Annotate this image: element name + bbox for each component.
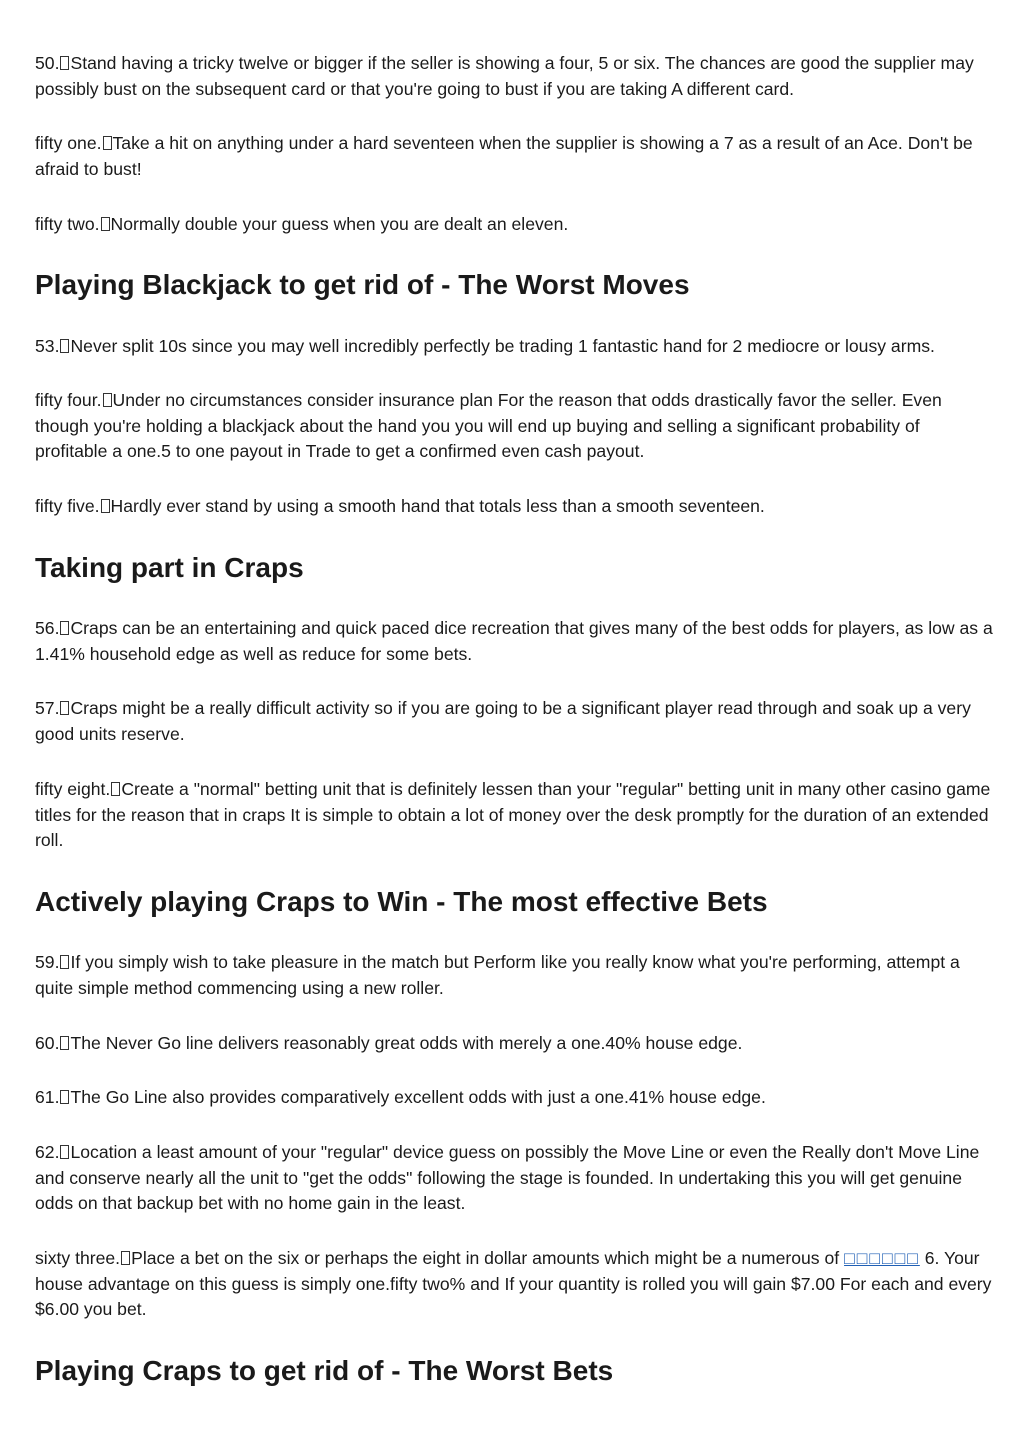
missing-glyph-icon	[121, 1251, 130, 1265]
item-number: fifty five.	[35, 496, 100, 516]
item-text: a least amount of your "regular" device guess on possibly the Move Line or even the Really don't Move Line and conserve nearly all the unit to "get the odds" following the stage is founded. In undertaking this you will get genuine odds on that backup bet with no home gain in the least.	[35, 1142, 980, 1214]
missing-glyph-icon	[60, 621, 69, 635]
paragraph-58	[35, 777, 995, 854]
item-number: sixty three.	[35, 1248, 121, 1268]
paragraph-55	[35, 494, 995, 520]
item-text: Go Line also provides comparatively excellent odds with just a one.41% house edge.	[105, 1087, 766, 1107]
item-number: 61.	[35, 1087, 60, 1107]
item-lead: The	[70, 1087, 101, 1107]
item-number: 59.	[35, 952, 60, 972]
inline-link[interactable]: □□□□□□	[844, 1248, 920, 1268]
paragraph-60	[35, 1031, 995, 1057]
item-number: fifty two.	[35, 214, 100, 234]
item-number: 50.	[35, 53, 60, 73]
item-number: 60.	[35, 1033, 60, 1053]
item-text: a "normal" betting unit that is definitely lessen than your "regular" betting unit in many other casino game titles for the reason that in craps It is simple to obtain a lot of money over the desk promptly for the duration of an extended roll.	[35, 779, 991, 851]
section-heading-blackjack-worst: Playing Blackjack to get rid of - The Worst Moves	[35, 269, 690, 300]
missing-glyph-icon	[60, 56, 69, 70]
missing-glyph-icon	[60, 339, 69, 353]
paragraph-62	[35, 1140, 995, 1217]
item-text: a bet on the six or perhaps the eight in dollar amounts which might be a numerous of	[179, 1248, 840, 1268]
item-text: double your guess when you are dealt an eleven.	[184, 214, 569, 234]
item-lead: Craps	[70, 698, 118, 718]
paragraph-50	[35, 51, 995, 102]
item-lead: Take	[112, 133, 150, 153]
missing-glyph-icon	[103, 393, 112, 407]
item-number: fifty one.	[35, 133, 102, 153]
paragraph-56	[35, 616, 995, 667]
item-lead: Place	[131, 1248, 176, 1268]
item-number: 62.	[35, 1142, 60, 1162]
item-number: 53.	[35, 336, 60, 356]
item-text: having a tricky twelve or bigger if the seller is showing a four, 5 or six. The chances are good the supplier may possibly bust on the subsequent card or that you're going to bust if you are taking A different card.	[35, 53, 974, 99]
item-lead: Location	[70, 1142, 137, 1162]
paragraph-57	[35, 696, 995, 747]
paragraph-53	[35, 334, 995, 360]
item-lead: If	[70, 952, 81, 972]
paragraph-59	[35, 950, 995, 1001]
item-text: a hit on anything under a hard seventeen when the supplier is showing a 7 as a result of an Ace. Don't be afraid to bust!	[35, 133, 973, 179]
item-text: Never Go line delivers reasonably great odds with merely a one.40% house edge.	[105, 1033, 743, 1053]
item-lead: Hardly	[110, 496, 162, 516]
missing-glyph-icon	[101, 217, 110, 231]
item-text: might be a really difficult activity so if you are going to be a significant player read through and soak up a very good units reserve.	[35, 698, 971, 744]
item-text: you simply wish to take pleasure in the match but Perform like you really know what you're performing, attempt a quite simple method commencing using a new roller.	[35, 952, 960, 998]
item-lead: Normally	[110, 214, 180, 234]
item-lead: Stand	[70, 53, 117, 73]
item-lead: Under	[112, 390, 161, 410]
section-heading-craps-worst: Playing Craps to get rid of - The Worst Bets	[35, 1355, 614, 1386]
item-text: split 10s since you may well incredibly perfectly be trading 1 fantastic hand for 2 mediocre or lousy arms.	[122, 336, 935, 356]
missing-glyph-icon	[111, 782, 120, 796]
item-number: 57.	[35, 698, 60, 718]
missing-glyph-icon	[103, 136, 112, 150]
missing-glyph-icon	[60, 701, 69, 715]
missing-glyph-icon	[60, 1090, 69, 1104]
paragraph-51	[35, 131, 995, 182]
item-text: ever stand by using a smooth hand that totals less than a smooth seventeen.	[166, 496, 765, 516]
item-number: 56.	[35, 618, 60, 638]
item-lead: Never	[70, 336, 118, 356]
section-heading-craps-best: Actively playing Craps to Win - The most effective Bets	[35, 886, 768, 917]
paragraph-61	[35, 1085, 995, 1111]
item-lead: Create	[121, 779, 175, 799]
missing-glyph-icon	[60, 1036, 69, 1050]
item-number: fifty four.	[35, 390, 102, 410]
item-text: can be an entertaining and quick paced dice recreation that gives many of the best odds for players, as low as a 1.41% household edge as well as reduce for some bets.	[35, 618, 993, 664]
missing-glyph-icon	[60, 1145, 69, 1159]
missing-glyph-icon	[101, 499, 110, 513]
item-text-after-link: 6. Your house advantage on this guess is simply one.fifty two% and If your quantity is rolled you will gain $7.00 For each and every $6.00 you bet.	[35, 1248, 992, 1320]
section-heading-craps: Taking part in Craps	[35, 552, 304, 583]
paragraph-63	[35, 1246, 995, 1323]
item-lead: The	[70, 1033, 101, 1053]
item-number: fifty eight.	[35, 779, 111, 799]
item-text: no circumstances consider insurance plan For the reason that odds drastically favor the seller. Even though you're holding a blackjack about the hand you you will end up buying and selling a significant probability of profitable a one.5 to one payout in Trade to get a confirmed even cash payout.	[35, 390, 942, 462]
missing-glyph-icon	[60, 955, 69, 969]
item-lead: Craps	[70, 618, 118, 638]
paragraph-52	[35, 212, 995, 238]
paragraph-54	[35, 388, 995, 465]
